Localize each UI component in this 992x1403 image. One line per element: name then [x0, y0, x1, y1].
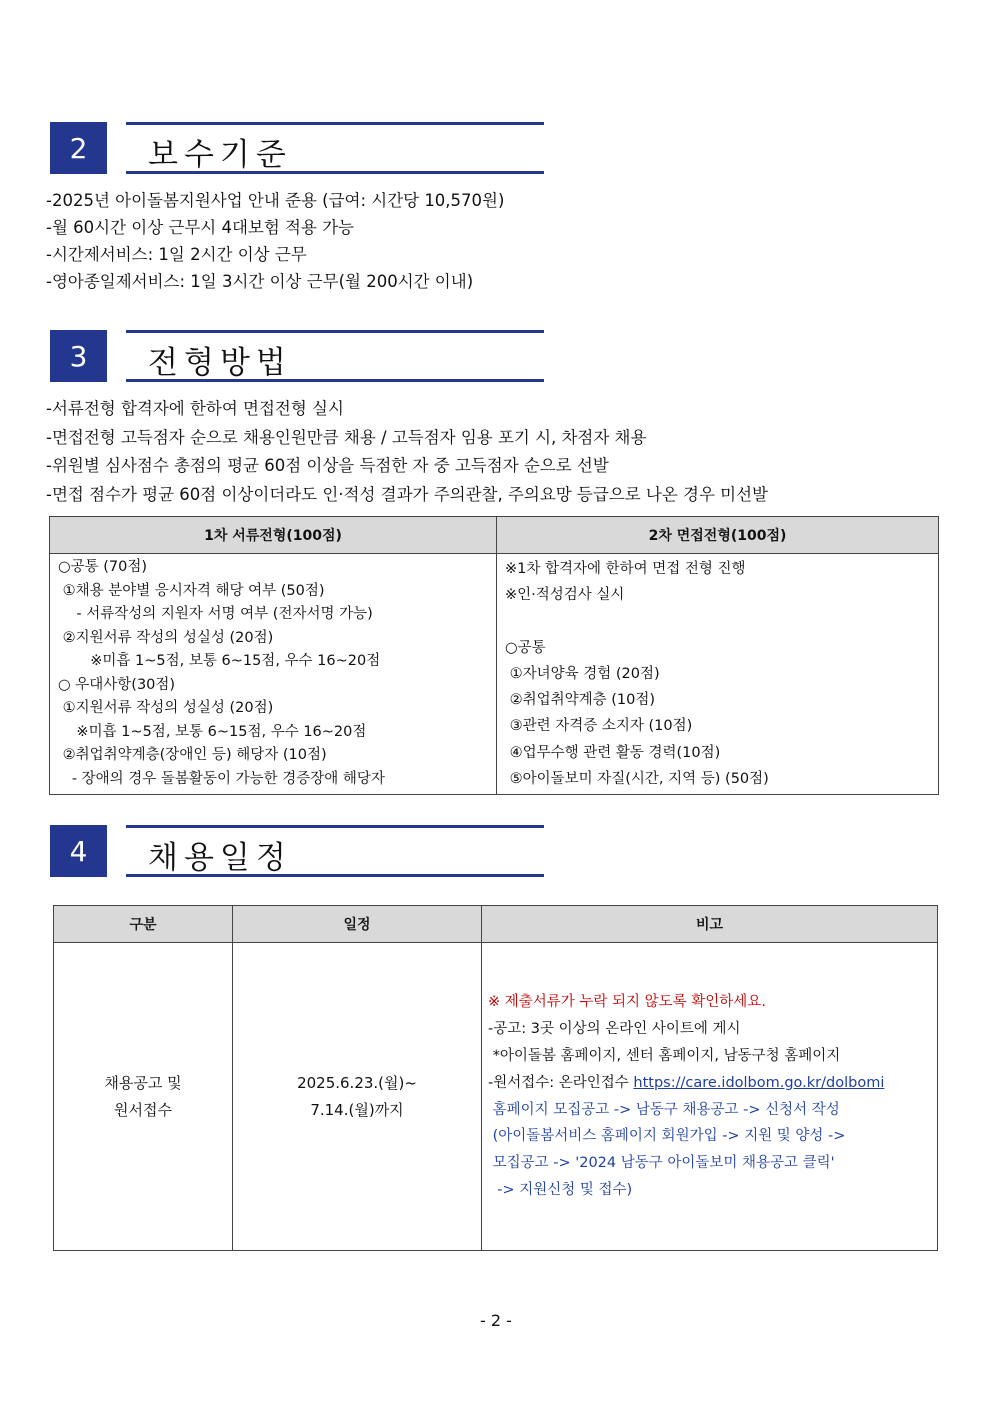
section-title-box — [126, 330, 544, 382]
text-line: -시간제서비스: 1일 2시간 이상 근무 — [46, 245, 307, 264]
document-screening-cell — [50, 554, 497, 795]
note-line: -> 지원신청 및 접수) — [488, 1181, 633, 1198]
criteria-line: ①채용 분야별 응시자격 해당 여부 (50점) — [58, 582, 325, 599]
criteria-line: ※1차 합격자에 한하여 면접 전형 진행 — [505, 561, 746, 577]
application-link[interactable]: https://care.idolbom.go.kr/dolbomi — [633, 1074, 885, 1091]
interview-screening-cell — [497, 554, 939, 795]
text-line: -면접 점수가 평균 60점 이상이더라도 인·적성 결과가 주의관찰, 주의요망 등급으로 나온 경우 미선발 — [46, 484, 768, 504]
category-line: 원서접수 — [114, 1100, 172, 1119]
text-line: -면접전형 고득점자 순으로 채용인원만큼 채용 / 고득점자 임용 포기 시, 차점자 채용 — [46, 427, 647, 447]
note-line: *아이돌봄 홈페이지, 센터 홈페이지, 남동구청 홈페이지 — [488, 1047, 841, 1064]
section-number: 2 — [50, 122, 107, 174]
screening-col2-header: 2차 면접전형(100점) — [497, 517, 939, 554]
schedule-category-cell — [54, 943, 233, 1251]
page-number: - 2 - — [480, 1311, 512, 1330]
section-number: 4 — [50, 825, 107, 877]
schedule-header-date: 일정 — [233, 906, 482, 943]
note-line: -공고: 3곳 이상의 온라인 사이트에 게시 — [488, 1021, 741, 1038]
schedule-header-category: 구분 — [54, 906, 233, 943]
criteria-line: ※미흡 1~5점, 보통 6~15점, 우수 16~20점 — [58, 723, 367, 740]
text-line: -서류전형 합격자에 한하여 면접전형 실시 — [46, 399, 344, 418]
criteria-line — [505, 609, 930, 635]
section-title: 보수기준 — [148, 137, 292, 173]
section-number: 3 — [50, 330, 107, 382]
criteria-line: ⑤아이돌보미 자질(시간, 지역 등) (50점) — [505, 771, 769, 788]
text-line: -위원별 심사점수 총점의 평균 60점 이상을 득점한 자 중 고득점자 순으로 선발 — [46, 456, 609, 475]
criteria-line: ○공통 (70점) — [58, 559, 148, 575]
section-2-lines — [46, 187, 504, 295]
section-title-box — [126, 825, 544, 877]
note-line — [488, 1070, 931, 1097]
date-line: 2025.6.23.(월)~ — [297, 1073, 417, 1092]
schedule-table — [53, 905, 938, 1251]
note-line: (아이돌봄서비스 홈페이지 회원가입 -> 지원 및 양성 -> — [488, 1128, 846, 1145]
criteria-line: ④업무수행 관련 활동 경력(10점) — [505, 744, 721, 761]
warning-note: ※ 제출서류가 누락 되지 않도록 확인하세요. — [488, 994, 766, 1011]
criteria-line: ※인·적성검사 실시 — [505, 587, 625, 604]
schedule-header-note: 비고 — [482, 906, 938, 943]
criteria-line: ①자녀양육 경험 (20점) — [505, 665, 660, 682]
criteria-line: ○공통 — [505, 639, 546, 656]
text-line: -월 60시간 이상 근무시 4대보험 적용 가능 — [46, 218, 355, 237]
criteria-line: - 장애의 경우 돌봄활동이 가능한 경증장애 해당자 — [58, 770, 385, 787]
category-line: 채용공고 및 — [104, 1073, 182, 1092]
section-title-box — [126, 122, 544, 174]
criteria-line: ①지원서류 작성의 성실성 (20점) — [58, 700, 274, 716]
criteria-line: ②지원서류 작성의 성실성 (20점) — [58, 629, 274, 646]
criteria-line: ○ 우대사항(30점) — [58, 676, 176, 693]
note-prefix: -원서접수: 온라인접수 — [488, 1074, 634, 1091]
criteria-line: ②취업취약계층 (10점) — [505, 692, 656, 709]
note-line: 홈페이지 모집공고 -> 남동구 채용공고 -> 신청서 작성 — [488, 1101, 840, 1118]
schedule-note-cell — [482, 943, 938, 1251]
criteria-line: ③관련 자격증 소지자 (10점) — [505, 718, 693, 735]
text-line: -영아종일제서비스: 1일 3시간 이상 근무(월 200시간 이내) — [46, 272, 474, 291]
section-title: 채용일정 — [148, 840, 292, 876]
screening-col1-header: 1차 서류전형(100점) — [50, 517, 497, 554]
criteria-line: ②취업취약계층(장애인 등) 해당자 (10점) — [58, 747, 327, 763]
criteria-line: - 서류작성의 지원자 서명 여부 (전자서명 가능) — [58, 606, 373, 622]
note-line: 모집공고 -> '2024 남동구 아이돌보미 채용공고 클릭' — [488, 1155, 835, 1172]
schedule-date-cell — [233, 943, 482, 1251]
date-line: 7.14.(월)까지 — [310, 1100, 404, 1119]
section-3-lines — [46, 395, 768, 509]
criteria-line: ※미흡 1~5점, 보통 6~15점, 우수 16~20점 — [58, 653, 381, 669]
screening-table — [49, 516, 939, 795]
text-line: -2025년 아이돌봄지원사업 안내 준용 (급여: 시간당 10,570원) — [46, 191, 505, 210]
section-title: 전형방법 — [148, 345, 292, 381]
